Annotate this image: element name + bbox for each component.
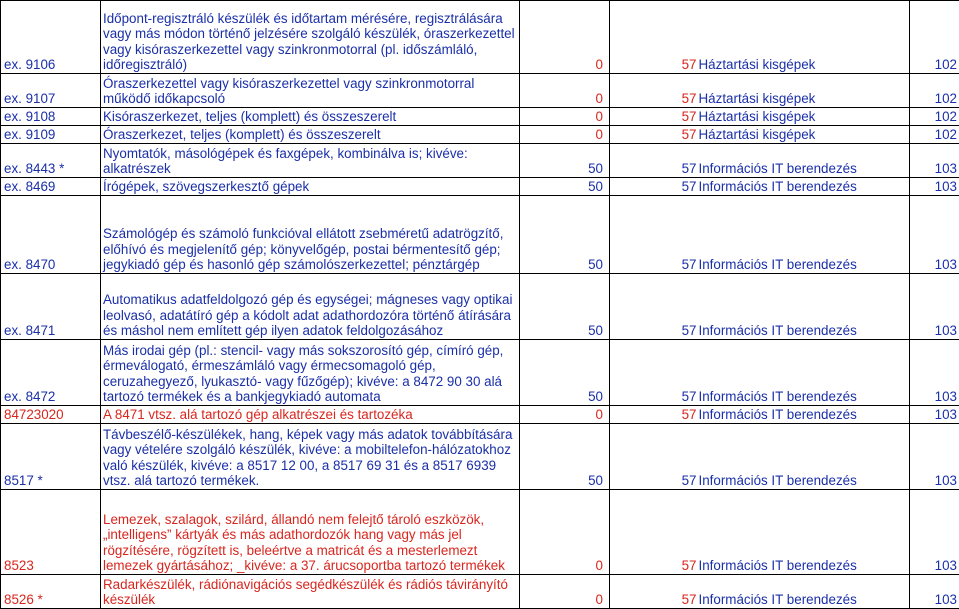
row-value-b: 57	[610, 74, 698, 108]
row-value-c: 103	[910, 178, 959, 196]
row-value-a: 50	[520, 196, 610, 274]
row-value-c: 102	[910, 74, 959, 108]
row-code: ex. 9108	[1, 108, 101, 126]
row-category: Háztartási kisgépek	[698, 1, 910, 74]
row-category: Információs IT berendezés	[698, 178, 910, 196]
row-description: Távbeszélő-készülékek, hang, képek vagy más adatok továbbítására vagy vételére szolgáló készülék, kivéve: a mobiltelefon-hálózatokhoz való készülék, kivéve: a 8517 12 00, a 8517 69 31 és a 8517 6939 vtsz. alá tartozó termékek.	[101, 424, 520, 490]
row-code: 84723020	[1, 406, 101, 424]
row-category: Információs IT berendezés	[698, 196, 910, 274]
row-value-a: 50	[520, 274, 610, 340]
row-value-a: 0	[520, 108, 610, 126]
row-description: Nyomtatók, másológépek és faxgépek, kombinálva is; kivéve: alkatrészek	[101, 144, 520, 178]
row-value-b: 57	[610, 406, 698, 424]
row-value-a: 50	[520, 424, 610, 490]
row-value-b: 57	[610, 126, 698, 144]
table-row	[1, 1, 959, 74]
row-category: Információs IT berendezés	[698, 274, 910, 340]
row-description: Radarkészülék, rádiónavigációs segédkészülék és rádiós távirányító készülék	[101, 575, 520, 609]
row-value-a: 0	[520, 490, 610, 575]
row-value-a: 50	[520, 340, 610, 406]
row-code: ex. 9106	[1, 1, 101, 74]
row-code: ex. 8471	[1, 274, 101, 340]
row-category: Információs IT berendezés	[698, 424, 910, 490]
row-value-b: 57	[610, 274, 698, 340]
row-description: Számológép és számoló funkcióval ellátott zsebméretű adatrögzítő, előhívó és megjelenítő gép; könyvelőgép, postai bérmentesítő gép; jegykiadó gép és hasonló gép számolószerkezettel; pénztárgép	[101, 196, 520, 274]
row-code: 8523	[1, 490, 101, 575]
table-row	[1, 575, 959, 609]
row-description: Óraszerkezettel vagy kisóraszerkezettel vagy szinkronmotorral működő időkapcsoló	[101, 74, 520, 108]
row-value-c: 102	[910, 108, 959, 126]
row-value-c: 103	[910, 575, 959, 609]
row-description: Írógépek, szövegszerkesztő gépek	[101, 178, 520, 196]
row-code: ex. 8469	[1, 178, 101, 196]
table-row	[1, 406, 959, 424]
table-row	[1, 196, 959, 274]
row-category: Információs IT berendezés	[698, 144, 910, 178]
row-value-c: 103	[910, 274, 959, 340]
row-value-b: 57	[610, 490, 698, 575]
row-category: Információs IT berendezés	[698, 575, 910, 609]
table-row	[1, 74, 959, 108]
table-row	[1, 144, 959, 178]
row-value-c: 102	[910, 1, 959, 74]
row-value-c: 103	[910, 490, 959, 575]
row-code: ex. 9109	[1, 126, 101, 144]
row-value-b: 57	[610, 424, 698, 490]
row-value-a: 50	[520, 178, 610, 196]
row-value-b: 57	[610, 1, 698, 74]
table-row	[1, 108, 959, 126]
table-row	[1, 424, 959, 490]
row-value-b: 57	[610, 575, 698, 609]
row-description: Óraszerkezet, teljes (komplett) és összeszerelt	[101, 126, 520, 144]
row-code: ex. 8472	[1, 340, 101, 406]
row-description: A 8471 vtsz. alá tartozó gép alkatrészei és tartozéka	[101, 406, 520, 424]
row-code: 8517 *	[1, 424, 101, 490]
table-row	[1, 274, 959, 340]
row-value-a: 0	[520, 575, 610, 609]
row-value-a: 0	[520, 406, 610, 424]
row-value-a: 0	[520, 1, 610, 74]
row-value-b: 57	[610, 178, 698, 196]
row-value-c: 103	[910, 406, 959, 424]
table-row	[1, 126, 959, 144]
row-value-a: 0	[520, 74, 610, 108]
row-category: Információs IT berendezés	[698, 406, 910, 424]
row-value-a: 0	[520, 126, 610, 144]
row-description: Lemezek, szalagok, szilárd, állandó nem felejtő tároló eszközök, „intelligens” kártyák és más adathordozók hang vagy más jel rögzítésére, rögzített is, beleértve a matricát és a mesterlemezt lemezek gyártásához; _kivéve: a 37. árucsoportba tartozó termékek	[101, 490, 520, 575]
table-row	[1, 490, 959, 575]
row-category: Háztartási kisgépek	[698, 126, 910, 144]
row-category: Háztartási kisgépek	[698, 108, 910, 126]
row-code: ex. 8470	[1, 196, 101, 274]
row-category: Információs IT berendezés	[698, 340, 910, 406]
row-value-c: 103	[910, 340, 959, 406]
row-code: ex. 9107	[1, 74, 101, 108]
row-value-c: 103	[910, 144, 959, 178]
row-description: Más irodai gép (pl.: stencil- vagy más sokszorosító gép, címíró gép, érmeválogató, érmeszámláló vagy érmecsomagoló gép, ceruzahegyező, lyukasztó- vagy fűzőgép); kivéve: a 8472 90 30 alá tartozó termékek és a bankjegykiadó automata	[101, 340, 520, 406]
row-value-b: 57	[610, 196, 698, 274]
row-category: Háztartási kisgépek	[698, 74, 910, 108]
row-code: ex. 8443 *	[1, 144, 101, 178]
row-description: Automatikus adatfeldolgozó gép és egységei; mágneses vagy optikai leolvasó, adatátíró gép a kódolt adat adathordozóra történő átírására és máshol nem említett gép ilyen adatok feldolgozásához	[101, 274, 520, 340]
row-value-b: 57	[610, 340, 698, 406]
row-description: Kisóraszerkezet, teljes (komplett) és összeszerelt	[101, 108, 520, 126]
row-category: Információs IT berendezés	[698, 490, 910, 575]
row-value-b: 57	[610, 144, 698, 178]
row-description: Időpont-regisztráló készülék és időtartam mérésére, regisztrálására vagy más módon történő jelzésére szolgáló készülék, óraszerkezettel vagy kisóraszerkezettel vagy szinkronmotorral (pl. időszámláló, időregisztráló)	[101, 1, 520, 74]
row-code: 8526 *	[1, 575, 101, 609]
row-value-c: 102	[910, 126, 959, 144]
table-row	[1, 340, 959, 406]
row-value-a: 50	[520, 144, 610, 178]
table-row	[1, 178, 959, 196]
row-value-c: 103	[910, 196, 959, 274]
row-value-c: 103	[910, 424, 959, 490]
row-value-b: 57	[610, 108, 698, 126]
